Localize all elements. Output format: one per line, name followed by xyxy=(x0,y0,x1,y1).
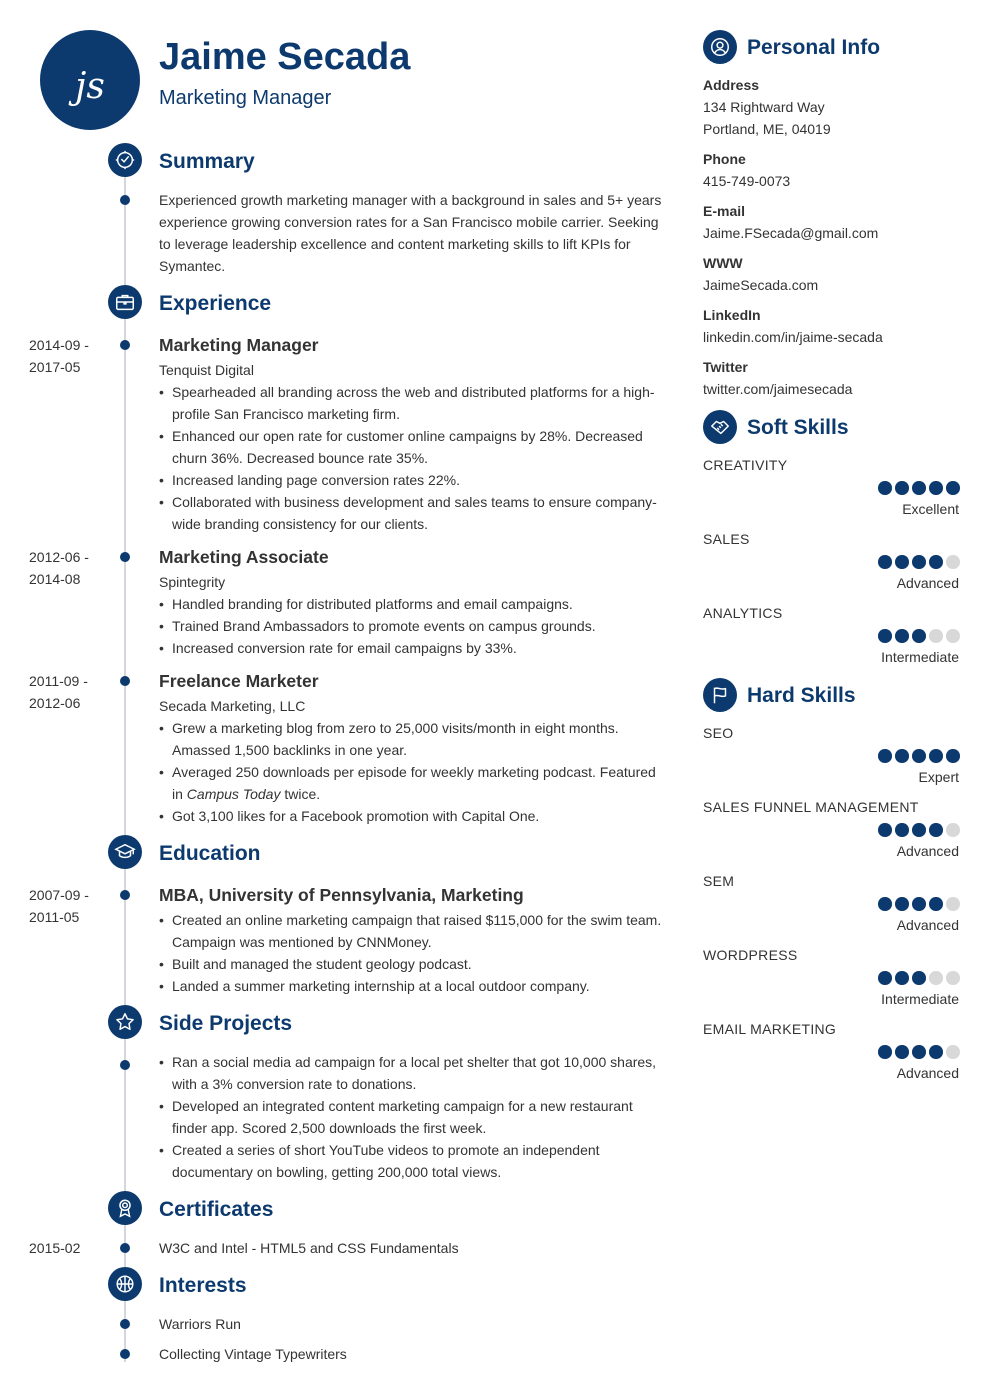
job-company: Spintegrity xyxy=(159,574,226,590)
list-item: • Got 3,100 likes for a Facebook promotion with Capital One. xyxy=(159,805,664,827)
flag-icon xyxy=(703,678,737,712)
rating-dot-filled xyxy=(929,749,943,763)
skill-level: Advanced xyxy=(896,917,959,933)
education-bullets xyxy=(159,909,664,997)
timeline-dot xyxy=(120,1349,130,1359)
rating-dot-empty xyxy=(929,629,943,643)
timeline-dot xyxy=(120,676,130,686)
list-item: • Averaged 250 downloads per episode for weekly marketing podcast. Featured in Campus Today twice. xyxy=(159,761,664,805)
skill-name: WORDPRESS xyxy=(703,947,798,963)
monogram-avatar xyxy=(40,30,140,130)
experience-title: Experience xyxy=(159,292,272,315)
side-projects-bullets xyxy=(159,1051,664,1183)
rating-dot-filled xyxy=(946,481,960,495)
rating-dot-filled xyxy=(895,555,909,569)
linkedin-value[interactable]: linkedin.com/in/jaime-secada xyxy=(703,329,883,345)
rating-dot-empty xyxy=(946,897,960,911)
certificates-title: Certificates xyxy=(159,1198,274,1221)
skill-name: SALES FUNNEL MANAGEMENT xyxy=(703,799,919,815)
rating-dot-filled xyxy=(929,1045,943,1059)
rating-dot-filled xyxy=(878,555,892,569)
rating-dot-filled xyxy=(878,897,892,911)
skill-name: EMAIL MARKETING xyxy=(703,1021,837,1037)
briefcase-icon xyxy=(108,285,142,319)
skill-name: CREATIVITY xyxy=(703,457,788,473)
rating-dot-filled xyxy=(912,823,926,837)
timeline-dot xyxy=(120,195,130,205)
rating-dot-filled xyxy=(929,897,943,911)
skill-rating xyxy=(878,823,960,837)
skill-level: Expert xyxy=(918,769,959,785)
rating-dot-filled xyxy=(895,897,909,911)
skill-level: Intermediate xyxy=(881,649,959,665)
rating-dot-filled xyxy=(878,481,892,495)
list-item: • Developed an integrated content marketing campaign for a new restaurant finder app. Scored 2,500 downloads the first week. xyxy=(159,1095,664,1139)
rating-dot-filled xyxy=(946,749,960,763)
certificate-date: 2015-02 xyxy=(29,1240,81,1256)
hard-skills-title: Hard Skills xyxy=(747,684,856,707)
list-item: • Built and managed the student geology podcast. xyxy=(159,953,664,975)
interest-item: Warriors Run xyxy=(159,1316,241,1332)
summary-text: Experienced growth marketing manager with a background in sales and 5+ years experience growing conversion rates for a San Francisco mobile carrier. Seeking to leverage leadership excellence and content marketing skills to lift KPIs for Symantec. xyxy=(159,192,662,274)
job-role: Marketing Associate xyxy=(159,547,329,567)
rating-dot-filled xyxy=(878,823,892,837)
phone-value: 415-749-0073 xyxy=(703,173,791,189)
address-value: 134 Rightward Way Portland, ME, 04019 xyxy=(703,99,831,137)
rating-dot-empty xyxy=(946,971,960,985)
timeline-dot xyxy=(120,1060,130,1070)
user-icon xyxy=(703,30,737,64)
rating-dot-filled xyxy=(912,555,926,569)
rating-dot-empty xyxy=(929,971,943,985)
summary-icon xyxy=(108,143,142,177)
rating-dot-filled xyxy=(912,481,926,495)
rating-dot-filled xyxy=(895,823,909,837)
timeline-dot xyxy=(120,1319,130,1329)
star-icon xyxy=(108,1005,142,1039)
job-bullets xyxy=(159,593,664,659)
list-item: • Increased landing page conversion rates 22%. xyxy=(159,469,664,491)
rating-dot-filled xyxy=(929,823,943,837)
rating-dot-filled xyxy=(912,629,926,643)
list-item: • Ran a social media ad campaign for a local pet shelter that got 10,000 shares, with a 3% conversion rate to donations. xyxy=(159,1051,664,1095)
www-value[interactable]: JaimeSecada.com xyxy=(703,277,819,293)
skill-name: SEM xyxy=(703,873,735,889)
skill-rating xyxy=(878,1045,960,1059)
skill-rating xyxy=(878,749,960,763)
job-company: Secada Marketing, LLC xyxy=(159,698,306,714)
timeline-dot xyxy=(120,552,130,562)
list-item: • Landed a summer marketing internship at a local outdoor company. xyxy=(159,975,664,997)
job-bullets xyxy=(159,717,664,827)
rating-dot-empty xyxy=(946,823,960,837)
education-title: Education xyxy=(159,842,261,865)
summary-title: Summary xyxy=(159,150,255,173)
skill-level: Excellent xyxy=(902,501,959,517)
skill-level: Advanced xyxy=(896,1065,959,1081)
job-bullets xyxy=(159,381,664,535)
timeline-dot xyxy=(120,340,130,350)
rating-dot-filled xyxy=(912,971,926,985)
rating-dot-filled xyxy=(878,971,892,985)
interests-title: Interests xyxy=(159,1274,247,1297)
rating-dot-filled xyxy=(878,1045,892,1059)
candidate-title: Marketing Manager xyxy=(159,87,332,109)
skill-name: ANALYTICS xyxy=(703,605,783,621)
timeline-dot xyxy=(120,890,130,900)
rating-dot-empty xyxy=(946,629,960,643)
skill-level: Intermediate xyxy=(881,991,959,1007)
linkedin-label: LinkedIn xyxy=(703,307,761,323)
interest-item: Collecting Vintage Typewriters xyxy=(159,1346,347,1362)
education-date: 2007-09 - 2011-05 xyxy=(29,887,89,925)
side-projects-title: Side Projects xyxy=(159,1012,293,1035)
twitter-label: Twitter xyxy=(703,359,748,375)
skill-rating xyxy=(878,971,960,985)
list-item: • Spearheaded all branding across the web and distributed platforms for a high-profile San Francisco marketing firm. xyxy=(159,381,664,425)
rating-dot-filled xyxy=(912,749,926,763)
email-label: E-mail xyxy=(703,203,746,219)
award-icon xyxy=(108,1191,142,1225)
education-degree: MBA, University of Pennsylvania, Marketing xyxy=(159,885,524,905)
rating-dot-empty xyxy=(946,555,960,569)
basketball-icon xyxy=(108,1267,142,1301)
phone-label: Phone xyxy=(703,151,746,167)
list-item: • Created an online marketing campaign that raised $115,000 for the swim team. Campaign was mentioned by CNNMoney. xyxy=(159,909,664,953)
soft-skills-title: Soft Skills xyxy=(747,416,849,439)
certificate-item: W3C and Intel - HTML5 and CSS Fundamentals xyxy=(159,1240,459,1256)
skill-name: SALES xyxy=(703,531,750,547)
www-label: WWW xyxy=(703,255,743,271)
timeline-dot xyxy=(120,1243,130,1253)
job-role: Marketing Manager xyxy=(159,335,319,355)
handshake-icon xyxy=(703,410,737,444)
rating-dot-filled xyxy=(929,555,943,569)
skill-rating xyxy=(878,555,960,569)
skill-level: Advanced xyxy=(896,843,959,859)
skill-rating xyxy=(878,897,960,911)
rating-dot-empty xyxy=(946,1045,960,1059)
list-item: • Trained Brand Ambassadors to promote events on campus grounds. xyxy=(159,615,664,637)
monogram-initials: js xyxy=(75,65,105,107)
email-value[interactable]: Jaime.FSecada@gmail.com xyxy=(703,225,879,241)
rating-dot-filled xyxy=(895,749,909,763)
rating-dot-filled xyxy=(878,749,892,763)
rating-dot-filled xyxy=(895,481,909,495)
job-company: Tenquist Digital xyxy=(159,362,254,378)
skill-name: SEO xyxy=(703,725,734,741)
graduation-cap-icon xyxy=(108,835,142,869)
job-date: 2014-09 - 2017-05 xyxy=(29,337,89,375)
job-date: 2011-09 - 2012-06 xyxy=(29,673,88,711)
twitter-value[interactable]: twitter.com/jaimesecada xyxy=(703,381,853,397)
job-role: Freelance Marketer xyxy=(159,671,319,691)
rating-dot-filled xyxy=(912,1045,926,1059)
rating-dot-filled xyxy=(929,481,943,495)
list-item: • Grew a marketing blog from zero to 25,000 visits/month in eight months. Amassed 1,500 backlinks in one year. xyxy=(159,717,664,761)
list-item: • Collaborated with business development and sales teams to ensure company-wide branding consistency for our clients. xyxy=(159,491,664,535)
candidate-name: Jaime Secada xyxy=(159,36,411,78)
rating-dot-filled xyxy=(895,629,909,643)
rating-dot-filled xyxy=(878,629,892,643)
rating-dot-filled xyxy=(895,971,909,985)
list-item: • Enhanced our open rate for customer online campaigns by 28%. Decreased churn 36%. Decreased bounce rate 35%. xyxy=(159,425,664,469)
personal-info-title: Personal Info xyxy=(747,36,881,59)
address-label: Address xyxy=(703,77,760,93)
job-date: 2012-06 - 2014-08 xyxy=(29,549,89,587)
rating-dot-filled xyxy=(912,897,926,911)
list-item: • Created a series of short YouTube videos to promote an independent documentary on bowling, getting 200,000 total views. xyxy=(159,1139,664,1183)
rating-dot-filled xyxy=(895,1045,909,1059)
list-item: • Increased conversion rate for email campaigns by 33%. xyxy=(159,637,664,659)
list-item: • Handled branding for distributed platforms and email campaigns. xyxy=(159,593,664,615)
skill-rating xyxy=(878,481,960,495)
skill-level: Advanced xyxy=(896,575,959,591)
skill-rating xyxy=(878,629,960,643)
